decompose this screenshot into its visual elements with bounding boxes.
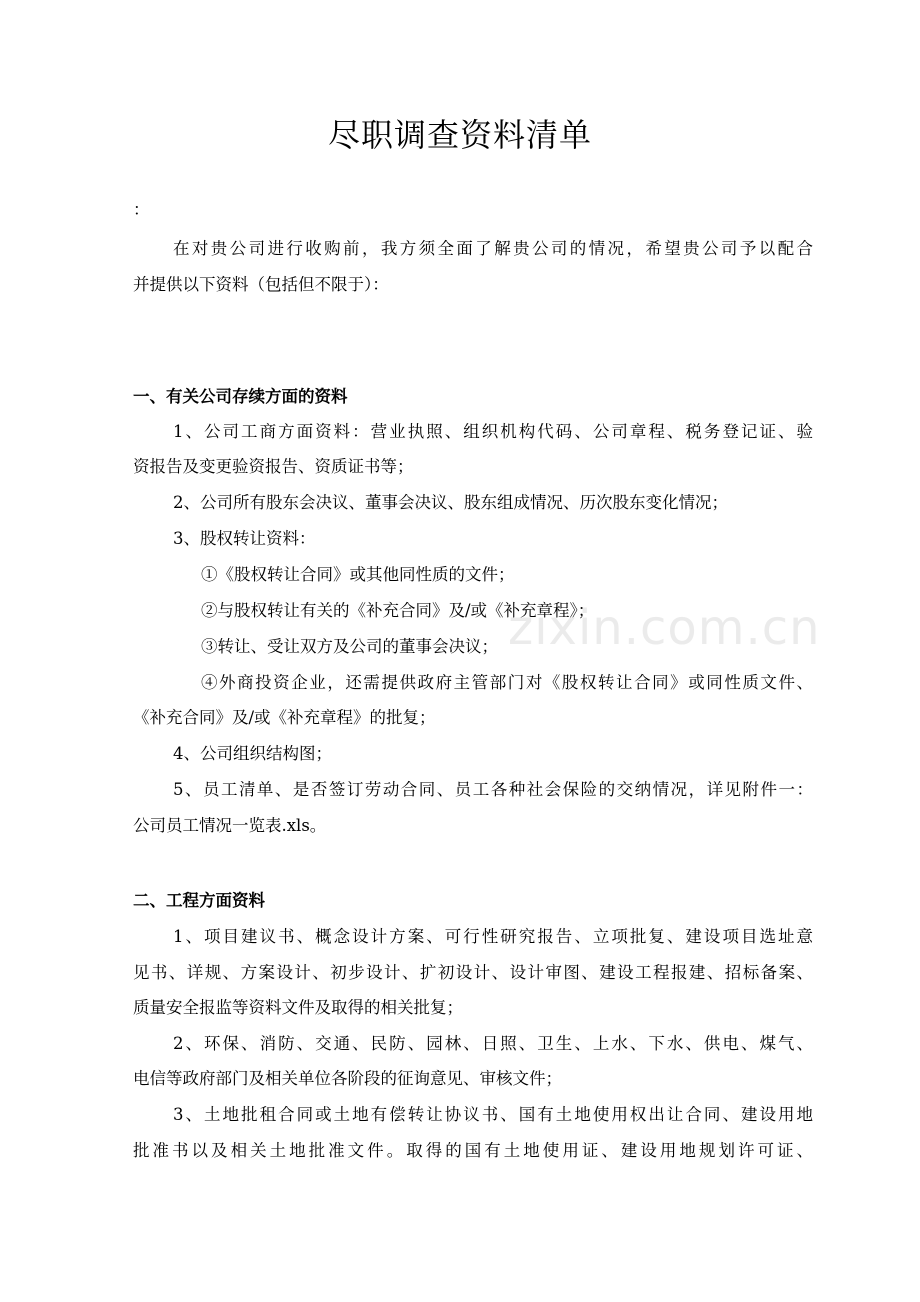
section-2-item-1-line-2: 见书、详规、方案设计、初步设计、扩初设计、设计审图、建设工程报建、招标备案、	[133, 963, 813, 982]
section-1-sub-item-1: ①《股权转让合同》或其他同性质的文件；	[201, 565, 515, 584]
section-1-item-1-line-2: 资报告及变更验资报告、资质证书等；	[133, 457, 414, 476]
section-2-item-3-line-2: 批准书以及相关土地批准文件。取得的国有土地使用证、建设用地规划许可证、	[133, 1141, 813, 1160]
section-1-heading: 一、有关公司存续方面的资料	[133, 387, 348, 406]
watermark: zixin.com.cn	[508, 600, 821, 656]
section-1-item-4: 4、公司组织结构图；	[173, 744, 332, 763]
section-1-item-1-line-1: 1、公司工商方面资料：营业执照、组织机构代码、公司章程、税务登记证、验	[173, 422, 813, 441]
section-2-item-1-line-1: 1、项目建议书、概念设计方案、可行性研究报告、立项批复、建设项目选址意	[173, 927, 813, 946]
section-2-heading: 二、工程方面资料	[133, 891, 265, 910]
section-2-item-3-line-1: 3、土地批租合同或土地有偿转让协议书、国有土地使用权出让合同、建设用地	[173, 1105, 813, 1124]
section-1-sub-item-4-line-1: ④外商投资企业，还需提供政府主管部门对《股权转让合同》或同性质文件、	[201, 673, 813, 692]
intro-line-2: 并提供以下资料（包括但不限于）：	[133, 275, 389, 294]
section-2-item-2-line-1: 2、环保、消防、交通、民防、园林、日照、卫生、上水、下水、供电、煤气、	[173, 1034, 813, 1053]
section-1-item-2: 2、公司所有股东会决议、董事会决议、股东组成情况、历次股东变化情况；	[173, 493, 728, 512]
section-1-item-3: 3、股权转让资料：	[173, 529, 316, 548]
section-1-sub-item-4-line-2: 《补充合同》及/或《补充章程》的批复；	[133, 708, 436, 727]
intro-line-1: 在对贵公司进行收购前，我方须全面了解贵公司的情况，希望贵公司予以配合	[173, 239, 813, 258]
document-title: 尽职调查资料清单	[327, 116, 592, 154]
section-1-item-5-line-2: 公司员工情况一览表.xls。	[133, 816, 327, 835]
section-1-sub-item-3: ③转让、受让双方及公司的董事会决议；	[201, 637, 498, 656]
salutation: ：	[133, 200, 150, 219]
section-2-item-1-line-3: 质量安全报监等资料文件及取得的相关批复；	[133, 998, 463, 1017]
section-1-item-5-line-1: 5、员工清单、是否签订劳动合同、员工各种社会保险的交纳情况，详见附件一：	[173, 780, 813, 799]
section-2-item-2-line-2: 电信等政府部门及相关单位各阶段的征询意见、审核文件；	[133, 1069, 562, 1088]
section-1-sub-item-2: ②与股权转让有关的《补充合同》及/或《补充章程》；	[201, 601, 595, 620]
